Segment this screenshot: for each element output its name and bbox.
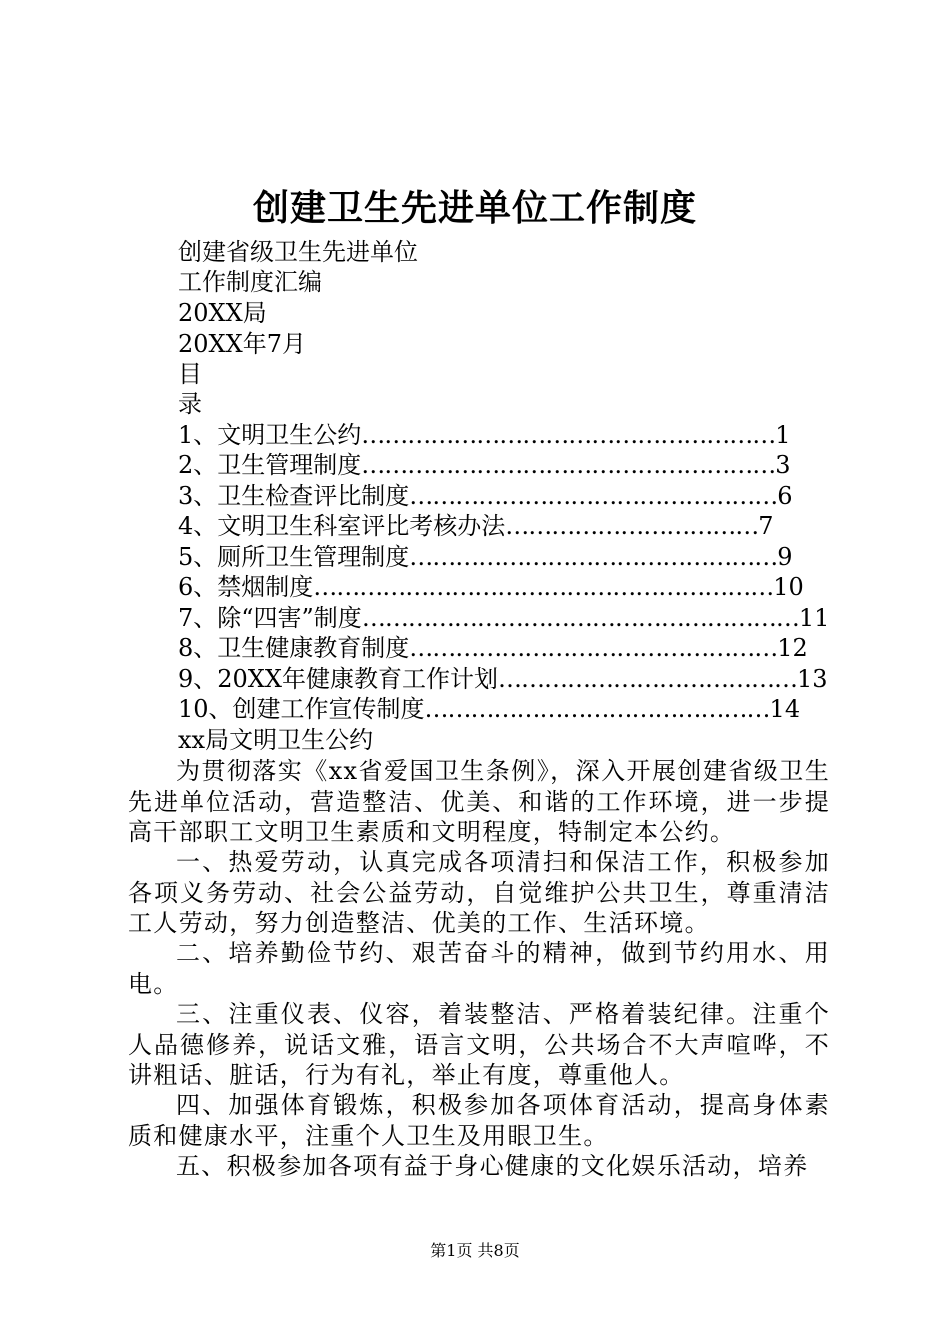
- document-title: 创建卫生先进单位工作制度: [252, 187, 697, 229]
- toc-entry-page: 3: [775, 451, 791, 479]
- toc-entry-page: 7: [758, 512, 774, 540]
- toc-entry-leader: ……………………………: [505, 512, 759, 540]
- toc-entry: [178, 450, 791, 480]
- toc-entry-label: 1、文明卫生公约: [178, 421, 362, 449]
- toc-heading-char-2: 录: [178, 390, 202, 418]
- toc-entry-page: 11: [798, 604, 830, 632]
- toc-heading-char-1: 目: [178, 360, 202, 388]
- cover-line-3: 20XX局: [178, 299, 267, 327]
- toc-entry: [178, 603, 829, 633]
- body-paragraph: 五、积极参加各项有益于身心健康的文化娱乐活动，培养: [176, 1152, 809, 1180]
- toc-entry: [178, 481, 793, 511]
- body-paragraph: 一、热爱劳动，认真完成各项清扫和保洁工作，积极参加各项义务劳动、社会公益劳动，自觉维护公共卫生，尊重清洁工人劳动，努力创造整洁、优美的工作、生活环境。: [128, 848, 830, 937]
- toc-entry: [178, 542, 793, 572]
- body-paragraph: 四、加强体育锻炼，积极参加各项体育活动，提高身体素质和健康水平，注重个人卫生及用眼卫生。: [128, 1091, 830, 1150]
- toc-entry-page: 14: [769, 695, 801, 723]
- body-paragraph: 二、培养勤俭节约、艰苦奋斗的精神，做到节约用水、用电。: [128, 939, 830, 998]
- toc-entry-leader: …………………………………………: [409, 482, 778, 510]
- toc-entry-label: 2、卫生管理制度: [178, 451, 362, 479]
- toc-entry-label: 9、20XX年健康教育工作计划: [178, 665, 498, 693]
- toc-entry: [178, 633, 808, 663]
- toc-entry-label: 10、创建工作宣传制度: [178, 695, 425, 723]
- body-paragraph: 三、注重仪表、仪容，着装整洁、严格着装纪律。注重个人品德修养，说话文雅，语言文明，公共场合不大声喧哗，不讲粗话、脏话，行为有礼，举止有度，尊重他人。: [128, 1000, 830, 1089]
- toc-entry-leader: …………………………………: [497, 665, 797, 693]
- page-footer: 第1页 共8页: [430, 1241, 520, 1260]
- cover-line-4: 20XX年7月: [178, 330, 306, 358]
- toc-entry-leader: ………………………………………………: [361, 451, 776, 479]
- toc-entry-leader: …………………………………………: [409, 634, 778, 662]
- toc-entry: [178, 511, 774, 541]
- toc-entry-page: 12: [777, 634, 808, 662]
- toc-entry-label: 4、文明卫生科室评比考核办法: [178, 512, 506, 540]
- toc-entry-leader: …………………………………………………: [361, 604, 799, 632]
- toc-entry-leader: ………………………………………………: [361, 421, 776, 449]
- toc-entry-label: 5、厕所卫生管理制度: [178, 543, 410, 571]
- toc-entry-leader: ……………………………………………………: [313, 573, 774, 601]
- toc-entry: [178, 572, 804, 602]
- toc-entry: [178, 664, 828, 694]
- toc-entry-page: 10: [773, 573, 804, 601]
- toc-entry: [178, 420, 791, 450]
- toc-entry-label: 3、卫生检查评比制度: [178, 482, 410, 510]
- section-title: xx局文明卫生公约: [178, 726, 374, 754]
- toc-entry-leader: …………………………………………: [409, 543, 778, 571]
- body-paragraph: 为贯彻落实《xx省爱国卫生条例》，深入开展创建省级卫生先进单位活动，营造整洁、优美、和谐的工作环境，进一步提高干部职工文明卫生素质和文明程度，特制定本公约。: [128, 757, 830, 846]
- toc-entry-leader: ………………………………………: [424, 695, 770, 723]
- toc-entry-label: 8、卫生健康教育制度: [178, 634, 410, 662]
- toc-entry-page: 9: [777, 543, 793, 571]
- cover-line-1: 创建省级卫生先进单位: [178, 238, 418, 266]
- toc-entry-page: 6: [777, 482, 793, 510]
- toc-entry: [178, 694, 800, 724]
- toc-entry-label: 6、禁烟制度: [178, 573, 314, 601]
- toc-entry-page: 13: [796, 665, 828, 693]
- toc-entry-label: 7、除“四害”制度: [178, 604, 362, 632]
- toc-entry-page: 1: [775, 421, 791, 449]
- cover-line-2: 工作制度汇编: [178, 268, 322, 296]
